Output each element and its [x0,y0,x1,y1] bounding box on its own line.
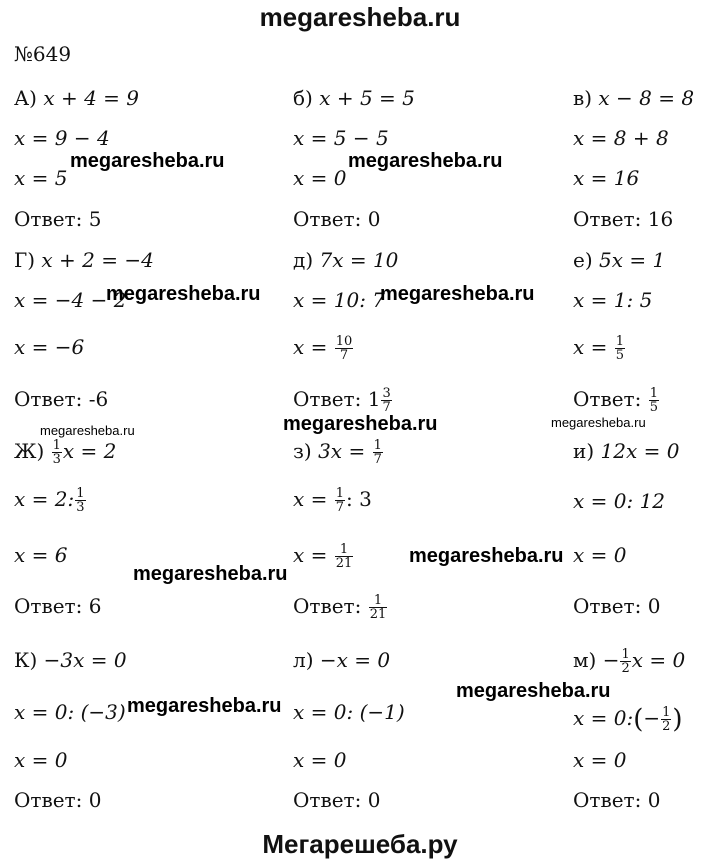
site-title[interactable]: megaresheba.ru [259,2,461,32]
fraction: $\frac{1}{2}$ [621,647,630,676]
watermark: megaresheba.ru [127,695,282,717]
step: x = 8 + 8 [573,126,669,150]
step: x = 0: (−3) [14,700,126,724]
step: x = 0 [293,748,347,772]
watermark: megaresheba.ru [40,423,135,438]
step: x = 10: 7 [293,288,386,312]
answer: Ответ: $\frac{1}{5}$ [573,386,658,415]
equation: К) −3x = 0 [14,648,127,672]
fraction: $\frac{1}{5}$ [649,386,658,415]
watermark: megaresheba.ru [551,415,646,430]
step: x = 0: 12 [573,489,666,513]
watermark: megaresheba.ru [133,563,288,585]
fraction: $\frac{1}{2}$ [662,705,671,734]
answer: Ответ: $\frac{1}{21}$ [293,593,387,622]
equation: м) − $\frac{1}{2}$ x = 0 [573,647,686,676]
equation: Г) x + 2 = −4 [14,248,154,272]
step: x = $\frac{1}{5}$ [573,334,625,363]
answer: Ответ: 0 [293,788,381,812]
watermark: megaresheba.ru [456,680,611,702]
watermark: megaresheba.ru [348,150,503,172]
step: x = 0 [573,748,627,772]
answer: Ответ: 0 [573,788,661,812]
fraction: $\frac{10}{7}$ [335,334,353,363]
answer: Ответ: -6 [14,387,109,411]
step: x = 0 [14,748,68,772]
equation: л) −x = 0 [293,648,391,672]
step: x = 0 [573,543,627,567]
fraction: $\frac{1}{7}$ [373,438,382,467]
equation: б) x + 5 = 5 [293,86,415,110]
watermark: megaresheba.ru [283,413,438,435]
fraction: $\frac{3}{7}$ [382,386,391,415]
fraction: $\frac{1}{21}$ [369,593,387,622]
equation: в) x − 8 = 8 [573,86,695,110]
step: x = 0: (−1) [293,700,405,724]
step: x = 1: 5 [573,288,653,312]
watermark: megaresheba.ru [380,283,535,305]
equation: А) x + 4 = 9 [14,86,139,110]
answer: Ответ: 5 [14,207,102,231]
fraction: $\frac{1}{3}$ [52,438,61,467]
fraction: $\frac{1}{5}$ [615,334,625,363]
watermark: megaresheba.ru [106,283,261,305]
footer-site-title[interactable]: Мегарешеба.ру [262,829,458,859]
step: x = $\frac{10}{7}$ [293,334,353,363]
answer: Ответ: 0 [293,207,381,231]
step: x = 5 − 5 [293,126,389,150]
step: x = 0 [293,166,347,190]
step: x = 6 [14,543,68,567]
watermark: megaresheba.ru [409,545,564,567]
equation: Ж) $\frac{1}{3}$ x = 2 [14,438,117,467]
fraction: $\frac{1}{3}$ [76,486,85,515]
watermark: megaresheba.ru [70,150,225,172]
answer: Ответ: 0 [14,788,102,812]
answer: Ответ: 6 [14,594,102,618]
step: x = $\frac{1}{21}$ [293,542,353,571]
answer: Ответ: 1 $\frac{3}{7}$ [293,386,391,415]
step: x = 5 [14,166,68,190]
step: x = −4 − 2 [14,288,127,312]
step: x = −6 [14,335,85,359]
step: x = 9 − 4 [14,126,110,150]
problem-number: №649 [14,42,72,66]
step: x = $\frac{1}{7}$ : 3 [293,486,372,515]
fraction: $\frac{1}{21}$ [335,542,353,571]
step: x = 0:(− $\frac{1}{2}$ ) [573,704,683,735]
step: x = 16 [573,166,640,190]
fraction: $\frac{1}{7}$ [335,486,345,515]
equation: и) 12x = 0 [573,439,680,463]
answer: Ответ: 16 [573,207,674,231]
equation: з) 3x = $\frac{1}{7}$ [293,438,382,467]
equation: е) 5x = 1 [573,248,666,272]
answer: Ответ: 0 [573,594,661,618]
step: x = 2: $\frac{1}{3}$ [14,486,85,515]
equation: д) 7x = 10 [293,248,399,272]
